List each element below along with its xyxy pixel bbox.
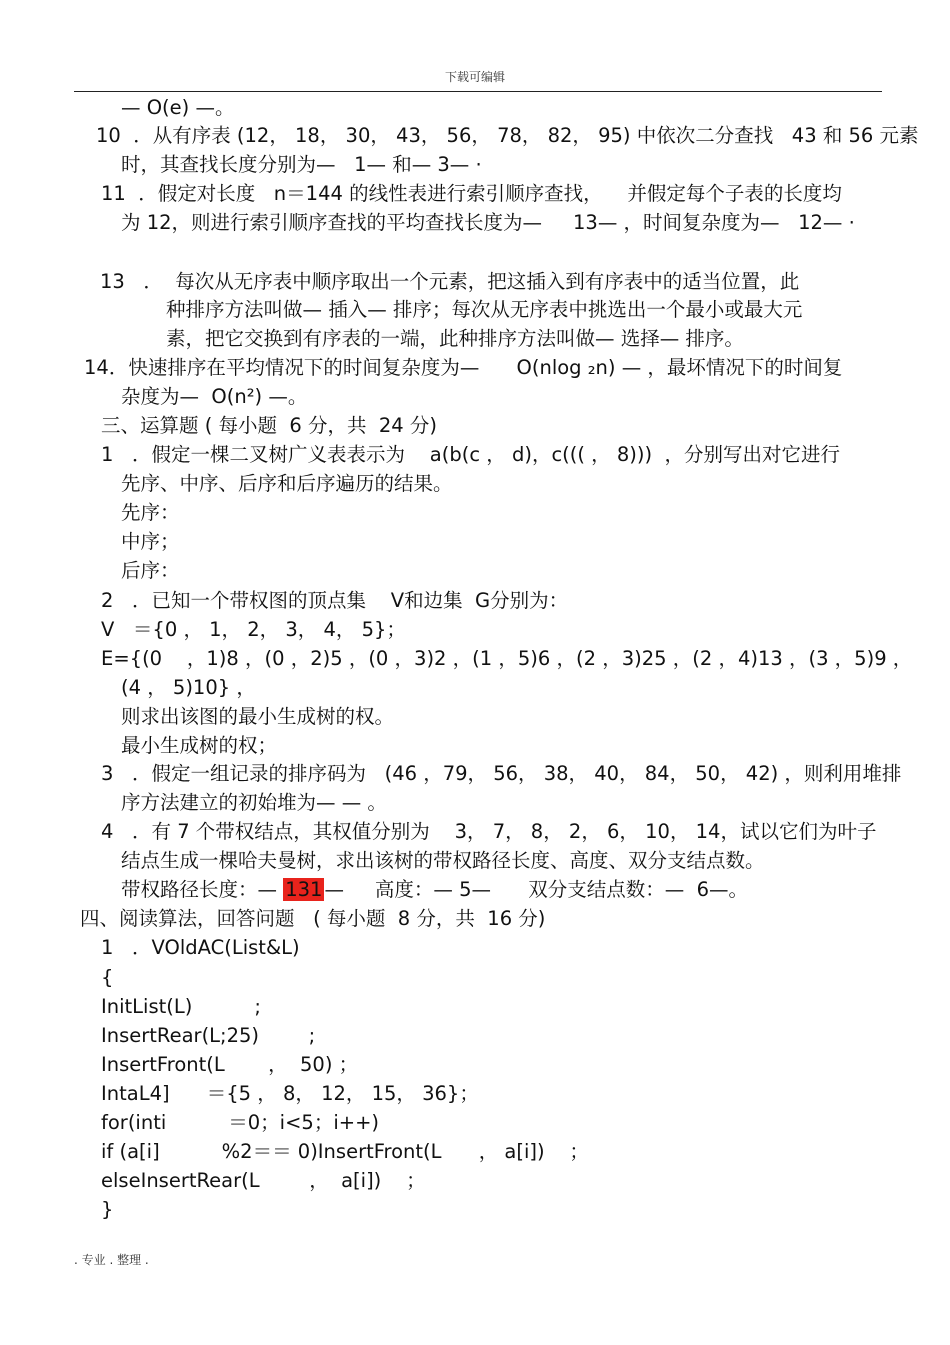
- question-13-line-1: 13 ． 每次从无序表中顺序取出一个元素，把这插入到有序表中的适当位置，此: [100, 270, 800, 293]
- code-line: InitList(L) ;: [101, 995, 261, 1018]
- code-line: InsertFront(L ， 50) ；: [101, 1053, 359, 1076]
- question-11-line-1: 11 ．假定对长度 n＝144 的线性表进行索引顺序查找， 并假定每个子表的长度均: [101, 182, 842, 205]
- calc-3-line-2: 序方法建立的初始堆为— — 。: [121, 791, 387, 814]
- code-close-brace: }: [101, 1198, 114, 1221]
- code-signature: 1 ．VOldAC(List&L): [101, 936, 300, 959]
- calc-2-edges-2: (4 ， 5)10} ，: [121, 676, 256, 699]
- calc-3-line-1: 3 ．假定一组记录的排序码为 (46 ，79， 56， 38， 40， 84， 50， 42) ，则利用堆排: [101, 762, 902, 785]
- calc-1-preorder: 先序：: [121, 501, 180, 524]
- code-line: elseInsertRear(L ， a[i]) ；: [101, 1169, 426, 1192]
- calc-2-answer: 最小生成树的权；: [121, 734, 278, 757]
- highlighted-answer: 131: [285, 878, 323, 901]
- code-line: if (a[i] %2＝＝ 0)InsertFront(L ， a[i]) ；: [101, 1140, 589, 1163]
- question-10-line-1: 10 ．从有序表 (12， 18， 30， 43， 56， 78， 82， 95) 中依次二分查找 43 和 56 元素: [96, 124, 919, 147]
- question-10-line-2: 时，其查找长度分别为— 1— 和— 3— ·: [121, 153, 482, 176]
- page-footer: . 专业 . 整理 .: [74, 1253, 149, 1267]
- calc-2-edges-1: E={(0 ，1)8 ，(0 ，2)5 ，(0 ，3)2 ，(1 ，5)6 ，(2 ，3)25 ，(2 ，4)13 ，(3 ，5)9 ，: [101, 647, 913, 670]
- code-line: IntaL4] ＝{5 ， 8， 12， 15， 36}；: [101, 1082, 479, 1105]
- calc-1-line-2: 先序、中序、后序和后序遍历的结果。: [121, 472, 453, 495]
- calc-1-line-1: 1 ．假定一棵二叉树广义表表示为 a(b(c ， d)，c((( ， 8))) ，分别写出对它进行: [101, 443, 841, 466]
- code-line: for(inti ＝0；i<5；i++): [101, 1111, 380, 1134]
- code-open-brace: {: [101, 966, 114, 989]
- question-13-line-2: 种排序方法叫做— 插入— 排序；每次从无序表中挑选出一个最小或最大元: [166, 298, 803, 321]
- question-14-line-2: 杂度为— O(n²) —。: [121, 385, 308, 408]
- question-13-line-3: 素，把它交换到有序表的一端，此种排序方法叫做— 选择— 排序。: [166, 327, 744, 350]
- calc-4-line-2: 结点生成一棵哈夫曼树，求出该树的带权路径长度、高度、双分支结点数。: [121, 849, 765, 872]
- answer-prefix: 带权路径长度：—: [121, 878, 284, 901]
- calc-2-prompt: 则求出该图的最小生成树的权。: [121, 705, 395, 728]
- code-line: InsertRear(L;25) ;: [101, 1024, 316, 1047]
- calc-4-answer: [121, 878, 748, 902]
- text-line: — O(e) —。: [121, 96, 235, 119]
- section-4-heading: 四、阅读算法，回答问题 ( 每小题 8 分，共 16 分): [80, 907, 546, 930]
- calc-1-postorder: 后序：: [121, 559, 180, 582]
- calc-2-vertices: V ＝{0 ， 1， 2， 3， 4， 5}；: [101, 618, 406, 641]
- header-rule: [74, 91, 882, 92]
- page-header: 下载可编辑: [444, 70, 505, 84]
- calc-2-line-1: 2 ．已知一个带权图的顶点集 V和边集 G分别为：: [101, 589, 569, 612]
- question-11-line-2: 为 12，则进行索引顺序查找的平均查找长度为— 13— ，时间复杂度为— 12— ·: [121, 211, 855, 234]
- calc-1-inorder: 中序；: [121, 530, 180, 553]
- calc-4-line-1: 4 ．有 7 个带权结点，其权值分别为 3， 7， 8， 2， 6， 10， 14，试以它们为叶子: [101, 820, 877, 843]
- answer-suffix: — 高度：— 5— 双分支结点数：— 6—。: [324, 878, 749, 901]
- section-3-heading: 三、运算题 ( 每小题 6 分，共 24 分): [101, 414, 438, 437]
- question-14-line-1: 14．快速排序在平均情况下的时间复杂度为— O(nlog ₂n) — ，最坏情况下的时间复: [84, 356, 843, 379]
